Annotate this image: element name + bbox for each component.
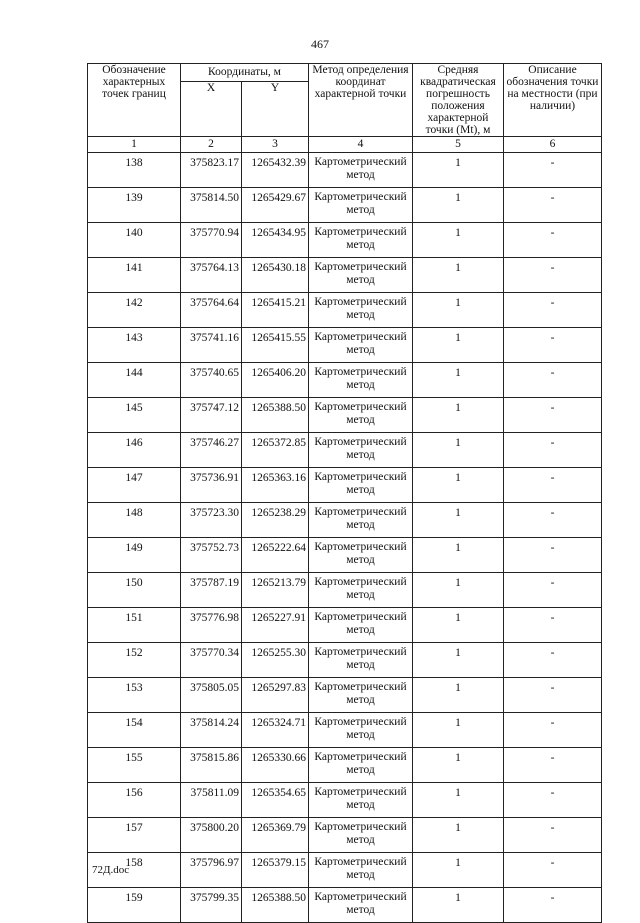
coord-y-cell: 1265388.50 [242, 398, 309, 433]
point-id-cell: 144 [88, 363, 181, 398]
coord-x-cell: 375747.12 [181, 398, 242, 433]
description-cell: - [504, 818, 602, 853]
table-row [88, 538, 602, 573]
description-cell: - [504, 398, 602, 433]
description-cell: - [504, 433, 602, 468]
point-id-cell: 140 [88, 223, 181, 258]
table-row [88, 503, 602, 538]
coord-x-cell: 375814.50 [181, 188, 242, 223]
point-id-cell: 148 [88, 503, 181, 538]
column-number: 2 [181, 137, 242, 153]
point-id-cell: 156 [88, 783, 181, 818]
error-cell: 1 [413, 363, 504, 398]
description-cell: - [504, 573, 602, 608]
coord-y-cell: 1265330.66 [242, 748, 309, 783]
point-id-cell: 158 [88, 853, 181, 888]
error-cell: 1 [413, 503, 504, 538]
coord-x-cell: 375799.35 [181, 888, 242, 923]
header-coordinates: Координаты, м [181, 64, 309, 82]
error-cell: 1 [413, 748, 504, 783]
method-cell: Картометрический метод [309, 748, 413, 783]
table-row [88, 258, 602, 293]
coord-y-cell: 1265406.20 [242, 363, 309, 398]
coord-x-cell: 375770.94 [181, 223, 242, 258]
coord-x-cell: 375814.24 [181, 713, 242, 748]
coord-y-cell: 1265324.71 [242, 713, 309, 748]
coord-y-cell: 1265429.67 [242, 188, 309, 223]
table-row [88, 713, 602, 748]
header-error: Средняя квадратическая погрешность положения характерной точки (Mt), м [413, 64, 504, 137]
coord-x-cell: 375746.27 [181, 433, 242, 468]
point-id-cell: 149 [88, 538, 181, 573]
point-id-cell: 138 [88, 153, 181, 188]
error-cell: 1 [413, 468, 504, 503]
point-id-cell: 145 [88, 398, 181, 433]
coord-y-cell: 1265363.16 [242, 468, 309, 503]
coord-x-cell: 375787.19 [181, 573, 242, 608]
coord-x-cell: 375823.17 [181, 153, 242, 188]
table-row [88, 468, 602, 503]
method-cell: Картометрический метод [309, 363, 413, 398]
column-number: 3 [242, 137, 309, 153]
description-cell: - [504, 608, 602, 643]
coord-y-cell: 1265430.18 [242, 258, 309, 293]
method-cell: Картометрический метод [309, 608, 413, 643]
coord-y-cell: 1265297.83 [242, 678, 309, 713]
coord-x-cell: 375800.20 [181, 818, 242, 853]
table-row [88, 818, 602, 853]
table-row [88, 188, 602, 223]
table-row [88, 573, 602, 608]
coord-x-cell: 375752.73 [181, 538, 242, 573]
description-cell: - [504, 293, 602, 328]
point-id-cell: 146 [88, 433, 181, 468]
error-cell: 1 [413, 888, 504, 923]
header-method: Метод определения координат характерной точки [309, 64, 413, 137]
table-row [88, 678, 602, 713]
error-cell: 1 [413, 678, 504, 713]
table-row [88, 748, 602, 783]
table-header-row [88, 64, 602, 82]
coord-x-cell: 375764.13 [181, 258, 242, 293]
coord-y-cell: 1265415.55 [242, 328, 309, 363]
error-cell: 1 [413, 293, 504, 328]
table-row [88, 153, 602, 188]
table-row [88, 643, 602, 678]
table-row [88, 398, 602, 433]
coord-x-cell: 375741.16 [181, 328, 242, 363]
method-cell: Картометрический метод [309, 678, 413, 713]
method-cell: Картометрический метод [309, 573, 413, 608]
description-cell: - [504, 468, 602, 503]
table-row [88, 608, 602, 643]
column-number: 1 [88, 137, 181, 153]
coord-y-cell: 1265255.30 [242, 643, 309, 678]
table-row [88, 888, 602, 923]
description-cell: - [504, 643, 602, 678]
table-row [88, 433, 602, 468]
method-cell: Картометрический метод [309, 188, 413, 223]
table-row [88, 293, 602, 328]
method-cell: Картометрический метод [309, 468, 413, 503]
table-row [88, 223, 602, 258]
coord-y-cell: 1265354.65 [242, 783, 309, 818]
description-cell: - [504, 853, 602, 888]
table-row [88, 363, 602, 398]
method-cell: Картометрический метод [309, 538, 413, 573]
header-x: X [181, 82, 242, 137]
error-cell: 1 [413, 258, 504, 293]
coord-x-cell: 375740.65 [181, 363, 242, 398]
description-cell: - [504, 678, 602, 713]
error-cell: 1 [413, 713, 504, 748]
error-cell: 1 [413, 608, 504, 643]
coord-x-cell: 375815.86 [181, 748, 242, 783]
description-cell: - [504, 363, 602, 398]
table-row [88, 328, 602, 363]
coord-y-cell: 1265434.95 [242, 223, 309, 258]
point-id-cell: 141 [88, 258, 181, 293]
coord-x-cell: 375776.98 [181, 608, 242, 643]
column-numbers-row [88, 137, 602, 153]
document-filename: 72Д.doc [92, 864, 130, 876]
column-number: 4 [309, 137, 413, 153]
coord-y-cell: 1265432.39 [242, 153, 309, 188]
description-cell: - [504, 503, 602, 538]
error-cell: 1 [413, 643, 504, 678]
coord-x-cell: 375796.97 [181, 853, 242, 888]
point-id-cell: 159 [88, 888, 181, 923]
header-y: Y [242, 82, 309, 137]
point-id-cell: 157 [88, 818, 181, 853]
column-number: 6 [504, 137, 602, 153]
coord-x-cell: 375764.64 [181, 293, 242, 328]
point-id-cell: 150 [88, 573, 181, 608]
description-cell: - [504, 783, 602, 818]
coord-x-cell: 375811.09 [181, 783, 242, 818]
error-cell: 1 [413, 328, 504, 363]
coord-y-cell: 1265238.29 [242, 503, 309, 538]
coord-x-cell: 375736.91 [181, 468, 242, 503]
error-cell: 1 [413, 853, 504, 888]
method-cell: Картометрический метод [309, 398, 413, 433]
method-cell: Картометрический метод [309, 293, 413, 328]
description-cell: - [504, 713, 602, 748]
method-cell: Картометрический метод [309, 783, 413, 818]
table-row [88, 853, 602, 888]
description-cell: - [504, 223, 602, 258]
point-id-cell: 142 [88, 293, 181, 328]
point-id-cell: 139 [88, 188, 181, 223]
coord-y-cell: 1265372.85 [242, 433, 309, 468]
coord-y-cell: 1265379.15 [242, 853, 309, 888]
method-cell: Картометрический метод [309, 818, 413, 853]
method-cell: Картометрический метод [309, 328, 413, 363]
error-cell: 1 [413, 783, 504, 818]
coord-x-cell: 375805.05 [181, 678, 242, 713]
method-cell: Картометрический метод [309, 643, 413, 678]
coord-y-cell: 1265369.79 [242, 818, 309, 853]
error-cell: 1 [413, 153, 504, 188]
method-cell: Картометрический метод [309, 223, 413, 258]
point-id-cell: 155 [88, 748, 181, 783]
boundary-points-table [87, 63, 602, 923]
method-cell: Картометрический метод [309, 258, 413, 293]
coord-y-cell: 1265415.21 [242, 293, 309, 328]
error-cell: 1 [413, 188, 504, 223]
method-cell: Картометрический метод [309, 503, 413, 538]
error-cell: 1 [413, 433, 504, 468]
coord-x-cell: 375723.30 [181, 503, 242, 538]
point-id-cell: 151 [88, 608, 181, 643]
header-designation: Обозначение характерных точек границ [88, 64, 181, 137]
error-cell: 1 [413, 223, 504, 258]
point-id-cell: 152 [88, 643, 181, 678]
description-cell: - [504, 328, 602, 363]
description-cell: - [504, 188, 602, 223]
coord-y-cell: 1265213.79 [242, 573, 309, 608]
table-row [88, 783, 602, 818]
error-cell: 1 [413, 818, 504, 853]
error-cell: 1 [413, 398, 504, 433]
method-cell: Картометрический метод [309, 888, 413, 923]
page-number: 467 [311, 37, 329, 51]
method-cell: Картометрический метод [309, 713, 413, 748]
point-id-cell: 154 [88, 713, 181, 748]
error-cell: 1 [413, 538, 504, 573]
method-cell: Картометрический метод [309, 853, 413, 888]
description-cell: - [504, 538, 602, 573]
coord-y-cell: 1265222.64 [242, 538, 309, 573]
column-number: 5 [413, 137, 504, 153]
method-cell: Картометрический метод [309, 433, 413, 468]
description-cell: - [504, 258, 602, 293]
point-id-cell: 147 [88, 468, 181, 503]
point-id-cell: 143 [88, 328, 181, 363]
description-cell: - [504, 748, 602, 783]
point-id-cell: 153 [88, 678, 181, 713]
header-description: Описание обозначения точки на местности (при наличии) [504, 64, 602, 137]
description-cell: - [504, 888, 602, 923]
description-cell: - [504, 153, 602, 188]
coord-y-cell: 1265227.91 [242, 608, 309, 643]
coord-x-cell: 375770.34 [181, 643, 242, 678]
error-cell: 1 [413, 573, 504, 608]
coord-y-cell: 1265388.50 [242, 888, 309, 923]
method-cell: Картометрический метод [309, 153, 413, 188]
